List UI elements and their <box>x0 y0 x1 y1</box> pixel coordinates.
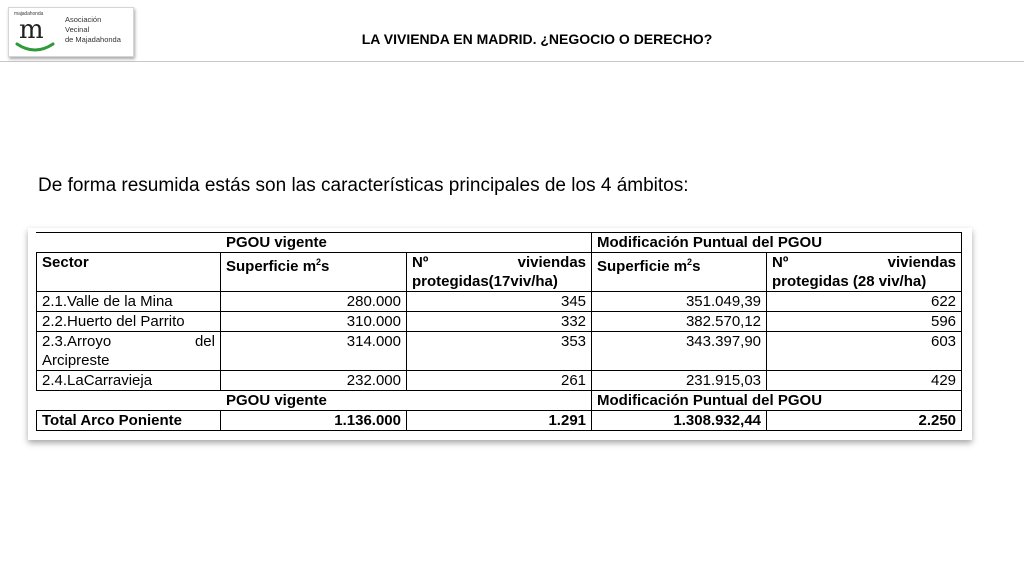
total-label-cell: Total Arco Poniente <box>37 411 221 431</box>
col-superficie-mod-header: Superficie $m^2s$ <box>592 253 767 292</box>
superficie-pgou-cell: 232.000 <box>221 371 407 391</box>
total-row <box>37 411 962 431</box>
viviendas-pgou-cell: 353 <box>407 332 592 371</box>
col-superficie-pgou-header: Superficie $m^2s$ <box>221 253 407 292</box>
viviendas-mod-cell: 429 <box>767 371 962 391</box>
col-viviendas-mod-header: Nº viviendas protegidas (28 viv/ha) <box>767 253 962 292</box>
col-viviendas-pgou-header: Nº viviendas protegidas(17viv/ha) <box>407 253 592 292</box>
table-row <box>37 371 962 391</box>
table-row <box>37 332 962 371</box>
total-viviendas-pgou-cell: 1.291 <box>407 411 592 431</box>
group-header-row <box>37 233 962 253</box>
group-header-row-repeat <box>37 391 962 411</box>
sector-cell: 2.4.LaCarravieja <box>37 371 221 391</box>
viviendas-mod-cell: 596 <box>767 312 962 332</box>
superficie-pgou-cell: 280.000 <box>221 292 407 312</box>
total-viviendas-mod-cell: 2.250 <box>767 411 962 431</box>
slide-header <box>0 0 1024 62</box>
group-mod-header-repeat: Modificación Puntual del PGOU <box>592 391 962 411</box>
logo-name: Asociación Vecinal de Majadahonda <box>65 15 121 44</box>
superficie-pgou-cell: 314.000 <box>221 332 407 371</box>
sectors-table <box>36 232 962 431</box>
superficie-mod-cell: 231.915,03 <box>592 371 767 391</box>
sector-cell: 2.2.Huerto del Parrito <box>37 312 221 332</box>
page-title: LA VIVIENDA EN MADRID. ¿NEGOCIO O DERECHO? <box>361 31 713 47</box>
group-mod-header: Modificación Puntual del PGOU <box>592 233 962 253</box>
group-pgou-header: PGOU vigente <box>221 233 592 253</box>
col-sector-header: Sector <box>37 253 221 292</box>
total-superficie-mod-cell: 1.308.932,44 <box>592 411 767 431</box>
viviendas-mod-cell: 622 <box>767 292 962 312</box>
intro-text: De forma resumida estás son las características principales de los 4 ámbitos: <box>38 175 689 196</box>
superficie-mod-cell: 382.570,12 <box>592 312 767 332</box>
table-row <box>37 312 962 332</box>
total-superficie-pgou-cell: 1.136.000 <box>221 411 407 431</box>
table-frame <box>28 228 972 440</box>
viviendas-pgou-cell: 261 <box>407 371 592 391</box>
logo-letter: m <box>19 15 44 45</box>
superficie-pgou-cell: 310.000 <box>221 312 407 332</box>
viviendas-pgou-cell: 332 <box>407 312 592 332</box>
table-row <box>37 292 962 312</box>
column-header-row <box>37 253 962 292</box>
viviendas-pgou-cell: 345 <box>407 292 592 312</box>
superficie-mod-cell: 351.049,39 <box>592 292 767 312</box>
sector-cell: 2.1.Valle de la Mina <box>37 292 221 312</box>
sector-cell: 2.3.Arroyo del Arcipreste <box>37 332 221 371</box>
viviendas-mod-cell: 603 <box>767 332 962 371</box>
superficie-mod-cell: 343.397,90 <box>592 332 767 371</box>
logo-tagline: majadahonda <box>14 11 44 17</box>
group-pgou-header-repeat: PGOU vigente <box>221 391 592 411</box>
